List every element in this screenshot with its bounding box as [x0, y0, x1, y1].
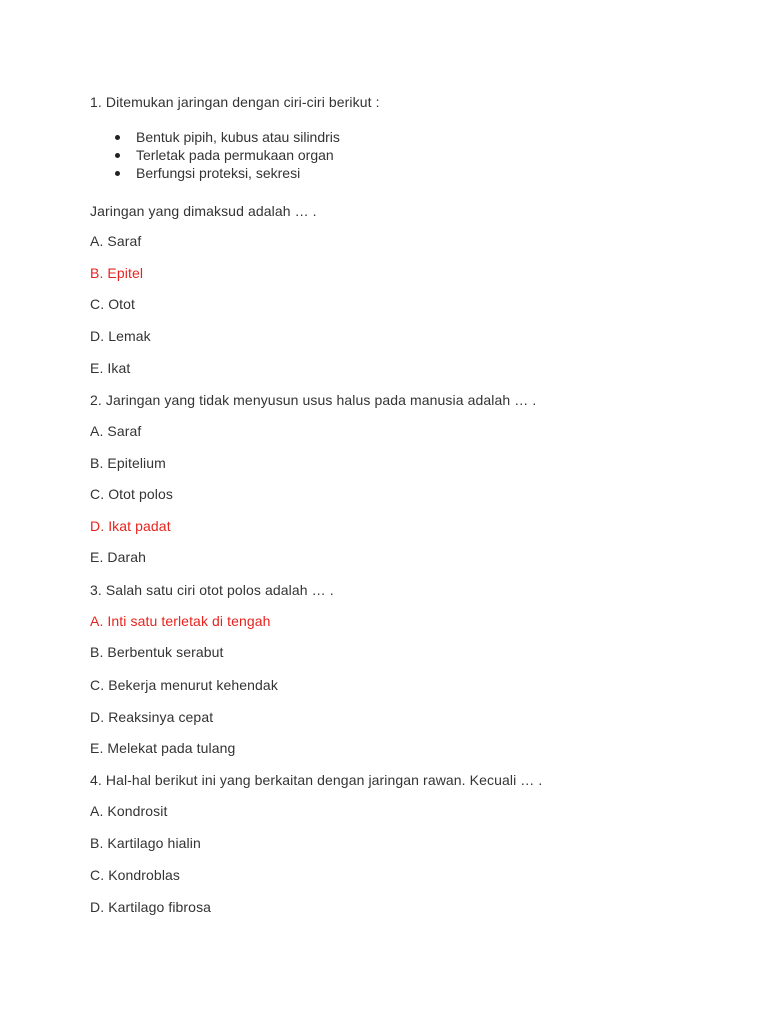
question-2-option-c: C. Otot polos	[90, 486, 174, 502]
bullet-text: Berfungsi proteksi, sekresi	[136, 165, 301, 181]
bullet-text: Terletak pada permukaan organ	[136, 147, 334, 163]
question-3-option-c: C. Bekerja menurut kehendak	[90, 677, 278, 693]
bullet-dot-icon	[115, 135, 120, 140]
question-1-option-d: D. Lemak	[90, 328, 151, 344]
bullet-item	[108, 164, 340, 182]
question-1-option-e: E. Ikat	[90, 360, 131, 376]
question-4-option-b: B. Kartilago hialin	[90, 835, 201, 851]
question-2-option-a: A. Saraf	[90, 423, 142, 439]
bullet-dot-icon	[115, 171, 120, 176]
question-1-text: 1. Ditemukan jaringan dengan ciri-ciri berikut :	[90, 94, 380, 110]
question-2-option-d-answer: D. Ikat padat	[90, 518, 171, 534]
question-4-option-d: D. Kartilago fibrosa	[90, 899, 212, 915]
question-1-option-a: A. Saraf	[90, 233, 142, 249]
bullet-item	[108, 128, 340, 146]
question-1-prompt: Jaringan yang dimaksud adalah … .	[90, 203, 317, 219]
question-3-text: 3. Salah satu ciri otot polos adalah … .	[90, 582, 334, 598]
question-2-text: 2. Jaringan yang tidak menyusun usus halus pada manusia adalah … .	[90, 392, 537, 408]
question-2-option-b: B. Epitelium	[90, 455, 166, 471]
question-1-option-b-answer: B. Epitel	[90, 265, 144, 281]
question-2-option-e: E. Darah	[90, 549, 147, 565]
bullet-dot-icon	[115, 153, 120, 158]
bullet-item	[108, 146, 340, 164]
question-1-bullet-list	[108, 128, 340, 182]
bullet-text: Bentuk pipih, kubus atau silindris	[136, 129, 340, 145]
question-4-text: 4. Hal-hal berikut ini yang berkaitan dengan jaringan rawan. Kecuali … .	[90, 772, 543, 788]
question-4-option-c: C. Kondroblas	[90, 867, 181, 883]
question-4-option-a: A. Kondrosit	[90, 803, 168, 819]
question-3-option-a-answer: A. Inti satu terletak di tengah	[90, 613, 271, 629]
question-1-option-c: C. Otot	[90, 296, 136, 312]
question-3-option-e: E. Melekat pada tulang	[90, 740, 236, 756]
question-3-option-d: D. Reaksinya cepat	[90, 709, 214, 725]
question-3-option-b: B. Berbentuk serabut	[90, 644, 224, 660]
